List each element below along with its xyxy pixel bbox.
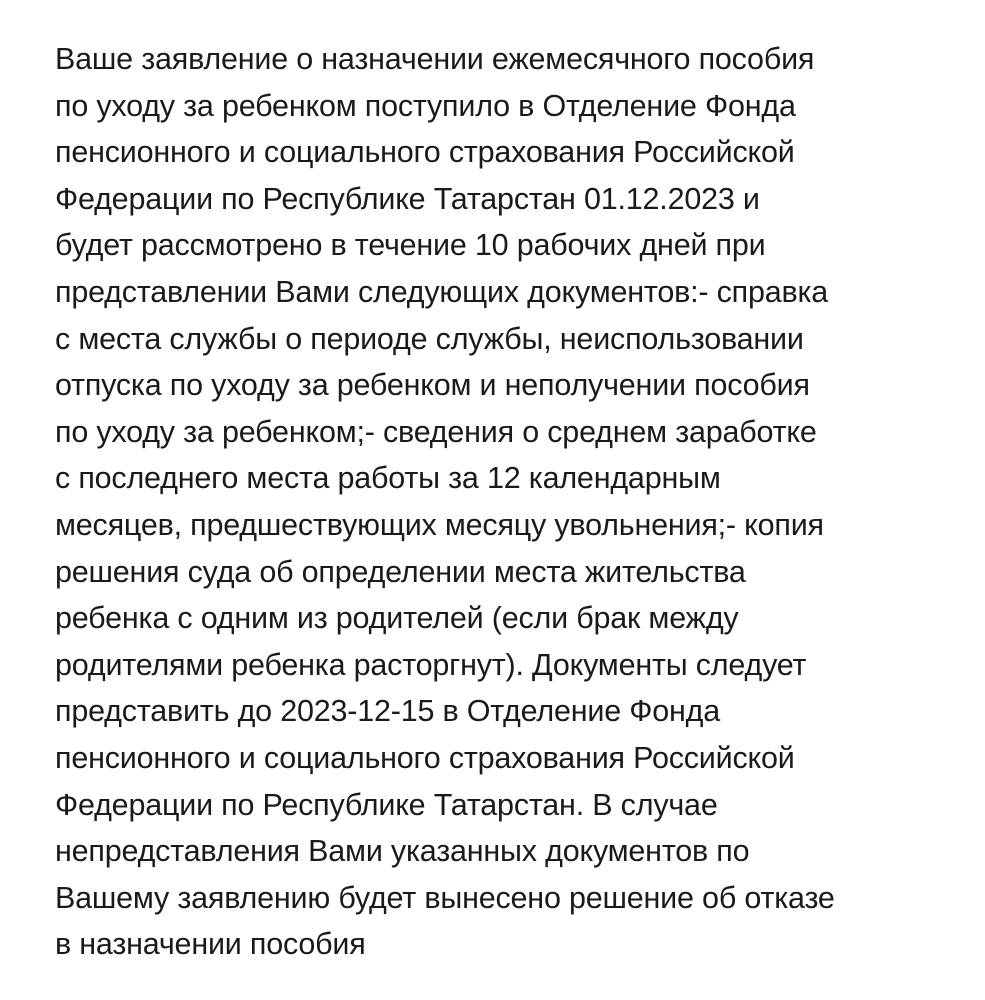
- message-line: отпуска по уходу за ребенком и неполучении пособия: [55, 368, 810, 403]
- message-line: по уходу за ребенком поступило в Отделение Фонда: [55, 88, 796, 123]
- message-line: месяцев, предшествующих месяцу увольнения;- копия: [55, 507, 824, 542]
- message-line: в назначении пособия: [55, 927, 366, 962]
- notification-message: [55, 36, 955, 968]
- message-line: Федерации по Республике Татарстан 01.12.2023 и: [55, 181, 760, 216]
- message-line: пенсионного и социального страхования Российской: [55, 740, 795, 775]
- message-line: по уходу за ребенком;- сведения о среднем заработке: [55, 414, 817, 449]
- message-line: ребенка с одним из родителей (если брак между: [55, 601, 739, 636]
- message-line: с места службы о периоде службы, неиспользовании: [55, 321, 804, 356]
- message-line: Вашему заявлению будет вынесено решение об отказе: [55, 880, 835, 915]
- message-line: решения суда об определении места жительства: [55, 554, 746, 589]
- message-line: с последнего места работы за 12 календарным: [55, 461, 721, 496]
- message-line: представить до 2023-12-15 в Отделение Фонда: [55, 694, 721, 729]
- message-line: непредставления Вами указанных документов по: [55, 834, 750, 869]
- message-line: Ваше заявление о назначении ежемесячного пособия: [55, 42, 815, 76]
- message-line: родителями ребенка расторгнут). Документы следует: [55, 647, 807, 682]
- message-line: Федерации по Республике Татарстан. В случае: [55, 787, 718, 822]
- message-line: представлении Вами следующих документов:- справка: [55, 274, 829, 309]
- message-line: пенсионного и социального страхования Российской: [55, 135, 795, 170]
- message-line: будет рассмотрено в течение 10 рабочих дней при: [55, 228, 766, 263]
